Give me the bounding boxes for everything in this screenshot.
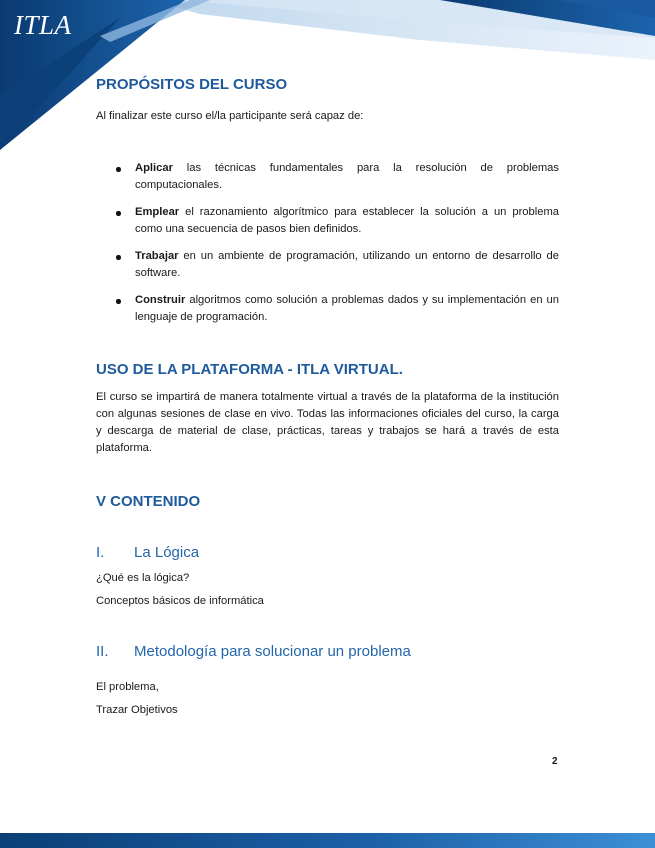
bullet-icon (116, 299, 121, 304)
bullet-icon (116, 255, 121, 260)
section-methodology-line: El problema, (96, 681, 159, 693)
footer-bar (0, 833, 655, 848)
purposes-intro: Al finalizar este curso el/la participante será capaz de: (96, 110, 364, 122)
platform-body: El curso se impartirá de manera totalmente virtual a través de la plataforma de la institución con algunas sesiones de clase en vivo. Todas las informaciones oficiales del curso, la carga y descarga de material de clase, prácticas, tareas y trabajos se hará a través de esta plataforma. (96, 391, 559, 454)
itla-logo: ITLA (14, 10, 72, 40)
list-item: Trabajar en un ambiente de programación, utilizando un entorno de desarrollo de software. (96, 248, 559, 282)
purposes-heading: PROPÓSITOS DEL CURSO (96, 76, 288, 93)
content-heading: V CONTENIDO (96, 493, 201, 510)
list-item: Emplear el razonamiento algorítmico para establecer la solución a un problema como una secuencia de pasos bien definidos. (96, 204, 559, 238)
list-item: Aplicar las técnicas fundamentales para la resolución de problemas computacionales. (96, 160, 559, 194)
page-number: 2 (552, 756, 558, 767)
document-body (96, 76, 559, 719)
platform-heading: USO DE LA PLATAFORMA - ITLA VIRTUAL. (96, 361, 403, 378)
bullet-icon (116, 211, 121, 216)
bullet-icon (116, 167, 121, 172)
section-methodology-line: Trazar Objetivos (96, 704, 178, 716)
list-item: Construir algoritmos como solución a problemas dados y su implementación en un lenguaje de programación. (96, 292, 559, 326)
section-logic-heading: I. La Lógica (96, 544, 200, 561)
purposes-list (96, 160, 559, 326)
section-logic-line: ¿Qué es la lógica? (96, 572, 190, 584)
section-logic-line: Conceptos básicos de informática (96, 595, 264, 607)
section-methodology-heading: II. Metodología para solucionar un problema (96, 643, 411, 660)
